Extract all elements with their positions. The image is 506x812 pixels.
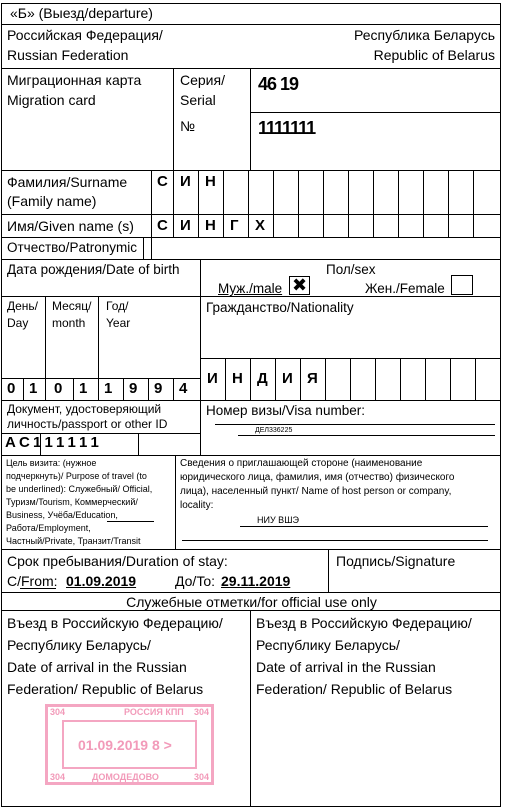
- birth-digit-5: 1: [104, 380, 113, 397]
- nationality-letter-3: Д: [257, 370, 268, 387]
- card-title: «Б» (Выезд/departure): [10, 5, 153, 21]
- arrival-left-line-3: Date of arrival in the Russian: [7, 659, 187, 675]
- birth-digit-6: 9: [129, 380, 138, 397]
- stay-to-label: До/To:: [175, 573, 215, 589]
- stay-from-label: С/From:: [7, 573, 58, 589]
- nationality-letter-4: И: [282, 370, 293, 387]
- birth-digit-7: 9: [154, 380, 163, 397]
- stamp-top-left-code: 304: [50, 707, 66, 717]
- stay-label: Срок пребывания/Duration of stay:: [7, 553, 228, 569]
- visa-value: ДЕЛ336225: [255, 427, 293, 434]
- sex-male-label: Муж./male: [218, 281, 283, 296]
- stamp-bottom-title: ДОМОДЕДОВО: [92, 772, 159, 782]
- number-value: 1111111: [258, 118, 316, 138]
- sex-male-checkbox[interactable]: [289, 276, 310, 295]
- stamp-date: 01.09.2019 8 >: [78, 737, 172, 753]
- visa-label: Номер визы/Visa number:: [206, 403, 365, 418]
- document-label-en: личность/passport or other ID: [7, 417, 168, 431]
- host-line-2: юридического лица, фамилия, имя (отчество) физического: [180, 472, 455, 483]
- purpose-line-6: Работа/Employment,: [6, 523, 91, 533]
- given-name-label: Имя/Given name (s): [7, 218, 134, 234]
- stay-from-value: 01.09.2019: [66, 573, 137, 589]
- signature-label: Подпись/Signature: [336, 553, 456, 569]
- year-label-en: Year: [106, 316, 131, 330]
- purpose-line-5: Business, Учёба/Education,: [6, 510, 118, 520]
- arrival-right-line-1: Въезд в Российскую Федерацию/: [256, 615, 472, 631]
- surname-letter-3: Н: [205, 173, 216, 190]
- stay-to-value: 29.11.2019: [221, 573, 291, 589]
- border-stamp: [45, 704, 214, 785]
- given-name-letter-1: С: [157, 217, 168, 234]
- arrival-left-line-4: Federation/ Republic of Belarus: [7, 681, 204, 697]
- country-right-line1: Республика Беларусь: [354, 27, 495, 43]
- stamp-top-right-code: 304: [193, 707, 209, 717]
- host-value: НИУ ВШЭ: [257, 515, 299, 525]
- given-name-letter-4: Г: [230, 217, 239, 234]
- document-value: А С 1 1 1 1 1 1: [5, 434, 99, 451]
- arrival-left-line-2: Республику Беларусь/: [7, 637, 151, 653]
- arrival-right-line-3: Date of arrival in the Russian: [256, 659, 436, 675]
- surname-label-en: (Family name): [7, 193, 97, 209]
- nationality-letter-1: И: [207, 370, 218, 387]
- arrival-left-line-1: Въезд в Российскую Федерацию/: [7, 615, 223, 631]
- year-label-ru: Год/: [106, 299, 129, 313]
- birth-digit-3: 0: [54, 380, 63, 397]
- migration-card-label-ru: Миграционная карта: [7, 72, 142, 88]
- surname-letter-1: С: [157, 173, 168, 190]
- purpose-line-1: Цель визита: (нужное: [6, 458, 97, 468]
- stamp-bottom-right-code: 304: [193, 772, 209, 782]
- purpose-line-4: Туризм/Tourism, Коммерческий/: [6, 497, 138, 507]
- day-label-ru: День/: [7, 299, 39, 313]
- month-label-ru: Месяц/: [52, 299, 92, 313]
- patronymic-label: Отчество/Patronymic: [7, 240, 137, 255]
- host-line-1: Сведения о приглашающей стороне (наименование: [180, 458, 423, 469]
- nationality-letter-5: Я: [307, 370, 318, 387]
- nationality-letter-2: Н: [232, 370, 243, 387]
- sex-label: Пол/sex: [326, 262, 376, 277]
- stamp-top-title: РОССИЯ КПП: [124, 707, 184, 717]
- given-name-letter-2: И: [180, 217, 191, 234]
- migration-card-label-en: Migration card: [7, 92, 96, 108]
- birth-digit-1: 0: [7, 380, 16, 397]
- country-left-line2: Russian Federation: [7, 47, 129, 63]
- checked-mark-icon: ✖: [292, 275, 308, 295]
- arrival-right-line-4: Federation/ Republic of Belarus: [256, 681, 453, 697]
- given-name-letter-5: Х: [255, 217, 266, 234]
- stamp-bottom-left-code: 304: [50, 772, 66, 782]
- birth-date-label: Дата рождения/Date of birth: [7, 262, 180, 277]
- series-value: 46 19: [258, 74, 299, 94]
- month-label-en: month: [52, 316, 86, 330]
- birth-digit-2: 1: [29, 380, 38, 397]
- host-line-3: лица), населенный пункт/ Name of host person or company,: [180, 486, 452, 497]
- given-name-letter-3: Н: [205, 217, 216, 234]
- birth-digit-4: 1: [79, 380, 88, 397]
- day-label-en: Day: [7, 316, 29, 330]
- number-label: №: [180, 118, 196, 134]
- series-label-en: Serial: [180, 92, 216, 108]
- sex-female-checkbox[interactable]: [451, 275, 473, 295]
- arrival-right-line-2: Республику Беларусь/: [256, 637, 400, 653]
- official-use-label: Служебные отметки/for official use only: [126, 594, 377, 610]
- surname-letter-2: И: [180, 173, 191, 190]
- host-line-4: locality:: [180, 500, 214, 511]
- document-label-ru: Документ, удостоверяющий: [7, 402, 162, 416]
- surname-label-ru: Фамилия/Surname: [7, 174, 128, 190]
- birth-digit-8: 4: [179, 380, 188, 397]
- purpose-line-2: подчеркнуть)/ Purpose of travel (to: [6, 471, 147, 481]
- purpose-line-3: be underlined): Служебный/ Official,: [6, 484, 153, 494]
- country-left-line1: Российская Федерация/: [7, 27, 163, 43]
- sex-female-label: Жен./Female: [365, 281, 445, 296]
- country-right-line2: Republic of Belarus: [373, 47, 495, 63]
- purpose-line-7: Частный/Private, Транзит/Transit: [6, 536, 141, 546]
- nationality-label: Гражданство/Nationality: [206, 300, 354, 315]
- series-label-ru: Серия/: [180, 72, 225, 88]
